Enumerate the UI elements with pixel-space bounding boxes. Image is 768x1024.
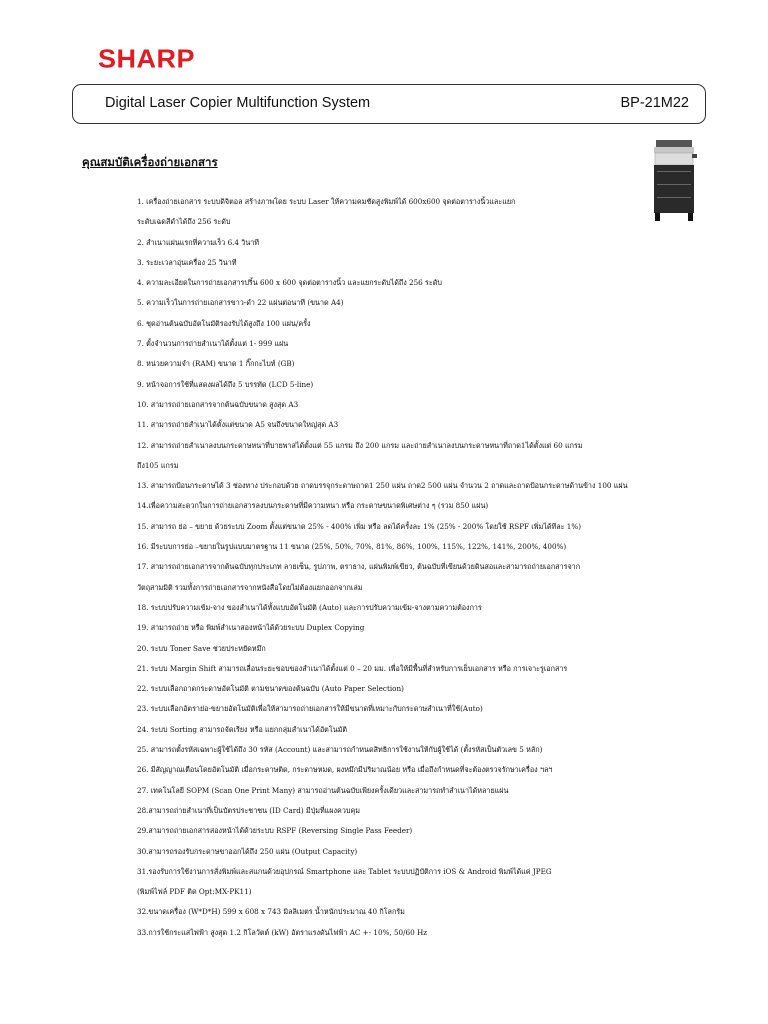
spec-list <box>137 192 737 943</box>
spec-item: 31.รองรับการใช้งานการสั่งพิมพ์และสแกนด้วยอุปกรณ์ Smartphone และ Tablet ระบบปฏิบัติการ iOS & Android พิมพ์ได้แค่ JPEG <box>137 866 552 876</box>
spec-item: 9. หน้าจอการใช้ที่แสดงผลได้ถึง 5 บรรทัด (LCD 5-line) <box>137 379 314 389</box>
spec-item: 12. สามารถถ่ายสำเนาลงบนกระดาษหนาที่บายพาสได้ตั้งแต่ 55 แกรม ถึง 200 แกรม และถ่ายสำเนาลงบนกระดาษหนาที่ถาด1ได้ตั้งแต่ 60 แกรม <box>137 440 583 450</box>
spec-item: ระดับเฉดสีดำได้ถึง 256 ระดับ <box>137 217 231 227</box>
spec-item: 26. มีสัญญาณเตือนโดยอัตโนมัติ เมื่อกระดาษติด, กระดาษหมด, ผงหมึกมีปริมาณน้อย หรือ เมื่อถึงกำหนดที่จะต้องตรวจรักษาเครื่อง ฯลฯ <box>137 765 553 775</box>
spec-item: 30.สามารถรองรับกระดาษขาออกได้ถึง 250 แผ่น (Output Capacity) <box>137 846 358 856</box>
spec-item: 11. สามารถถ่ายสำเนาได้ตั้งแต่ขนาด A5 จนถึงขนาดใหญ่สุด A3 <box>137 420 339 430</box>
spec-item: ถึง105 แกรม <box>137 460 179 470</box>
spec-item: 15. สามารถ ย่อ – ขยาย ด้วยระบบ Zoom ตั้งแต่ขนาด 25% - 400% เพิ่ม หรือ ลดได้ครั้งละ 1% (25% - 200% โดยใช้ RSPF เพิ่มได้ทีละ 1%) <box>137 521 582 531</box>
spec-item: 14.เพื่อความสะดวกในการถ่ายเอกสารลงบนกระดาษที่มีความหนา หรือ กระดาษขนาดพิเศษต่าง ๆ (รวม 850 แผ่น) <box>137 501 489 511</box>
sharp-logo: SHARP <box>98 44 196 74</box>
spec-item: 4. ความละเอียดในการถ่ายเอกสารปริ้น 600 x 600 จุดต่อตารางนิ้ว และแยกระดับได้ถึง 256 ระดับ <box>137 278 442 288</box>
spec-item: 24. ระบบ Sorting สามารถจัดเรียง หรือ แยกกลุ่มสำเนาได้อัตโนมัติ <box>137 724 348 734</box>
model-number: BP-21M22 <box>620 95 689 111</box>
spec-item: 1. เครื่องถ่ายเอกสาร ระบบดิจิตอล สร้างภาพโดย ระบบ Laser ให้ความคมชัดสูงพิมพ์ได้ 600x600 จุดต่อตารางนิ้วและแยก <box>137 197 516 206</box>
spec-item: 21. ระบบ Margin Shift สามารถเลื่อนระยะขอบของสำเนาได้ตั้งแต่ 0 – 20 มม. เพื่อให้มีพื้นที่สำหรับการเย็บเอกสาร หรือ การเจาะรูเอกสาร <box>137 663 568 673</box>
spec-item: 2. สำเนาแผ่นแรกที่ความเร็ว 6.4 วินาที <box>137 237 260 247</box>
title-box <box>72 84 706 124</box>
spec-item: 28.สามารถถ่ายสำเนาที่เป็นบัตรประชาชน (ID Card) มีปุ่มที่แผงควบคุม <box>137 805 360 815</box>
spec-item: 33.การใช้กระแสไฟฟ้า สูงสุด 1.2 กิโลวัตต์ (kW) อัตราแรงดันไฟฟ้า AC +- 10%, 50/60 Hz <box>137 927 428 937</box>
spec-item: 16. มีระบบการย่อ –ขยายในรูปแบบมาตรฐาน 11 ขนาด (25%, 50%, 70%, 81%, 86%, 100%, 115%, 122%, 141%, 200%, 400%) <box>137 542 567 552</box>
spec-item: 27. เทคโนโลยี SOPM (Scan One Print Many) สามารถอ่านต้นฉบับเพียงครั้งเดียวและสามารถทำสำเนาได้หลายแผ่น <box>137 785 509 795</box>
spec-item: 7. ตั้งจำนวนการถ่ายสำเนาได้ตั้งแต่ 1- 999 แผ่น <box>137 339 289 349</box>
section-heading: คุณสมบัติเครื่องถ่ายเอกสาร <box>82 155 218 169</box>
spec-item: 23. ระบบเลือกอัตราย่อ-ขยายอัตโนมัติเพื่อให้สามารถถ่ายเอกสารให้มีขนาดที่เหมาะกับกระดาษสำเนาที่ใช้(Auto) <box>137 704 483 714</box>
spec-item: 25. สามารถตั้งรหัสเฉพาะผู้ใช้ได้ถึง 30 รหัส (Account) และสามารถกำหนดสิทธิการใช้งานให้กับผู้ใช้ได้ (ตั้งรหัสเป็นตัวเลข 5 หลัก) <box>137 745 543 755</box>
spec-item: 29.สามารถถ่ายเอกสารสองหน้าได้ด้วยระบบ RSPF (Reversing Single Pass Feeder) <box>137 826 413 836</box>
spec-item: 17. สามารถถ่ายเอกสารจากต้นฉบับทุกประเภท ลายเซ็น, รูปภาพ, ตราธาง, แผ่นพิมพ์เขียว, ต้นฉบับที่เขียนด้วยดินสอและสามารถถ่ายเอกสารจาก <box>137 562 581 572</box>
spec-item: 18. ระบบปรับความเข้ม-จาง ของสำเนาได้ทั้งแบบอัตโนมัติ (Auto) และการปรับความเข้ม-จางตามความต้องการ <box>137 602 482 612</box>
spec-item: 6. ชุดอ่านต้นฉบับอัตโนมัติรองรับได้สูงถึง 100 แผ่น/ครั้ง <box>137 318 311 328</box>
product-line-title: Digital Laser Copier Multifunction System <box>105 95 371 111</box>
spec-item: วัตถุสามมิติ รวมทั้งการถ่ายเอกสารจากหนังสือโดยไม่ต้องแยกออกจากเล่ม <box>137 582 363 592</box>
spec-item: 19. สามารถถ่าย หรือ พิมพ์สำเนาสองหน้าได้ด้วยระบบ Duplex Copying <box>137 623 365 633</box>
spec-item: 20. ระบบ Toner Save ช่วยประหยัดหมึก <box>137 643 266 653</box>
spec-item: 3. ระยะเวลาอุ่นเครื่อง 25 วินาที <box>137 257 237 267</box>
spec-item: 13. สามารถป้อนกระดาษได้ 3 ช่องทาง ประกอบด้วย ถาดบรรจุกระดาษถาด1 250 แผ่น ถาด2 500 แผ่น จำนวน 2 ถาดและถาดป้อนกระดาษด้านข้าง 100 แผ่น <box>137 481 628 491</box>
spec-item: (พิมพ์ไฟล์ PDF ติด Opt:MX-PK11) <box>137 887 252 897</box>
spec-item: 10. สามารถถ่ายเอกสารจากต้นฉบับขนาด สูงสุด A3 <box>137 399 299 409</box>
spec-item: 32.ขนาดเครื่อง (W*D*H) 599 x 608 x 743 มิลลิเมตร น้ำหนักประมาณ 40 กิโลกรัม <box>137 907 405 917</box>
spec-item: 5. ความเร็วในการถ่ายเอกสารขาว-ดำ 22 แผ่นต่อนาที (ขนาด A4) <box>137 298 344 308</box>
spec-item: 22. ระบบเลือกถาดกระดาษอัตโนมัติ ตามขนาดของต้นฉบับ (Auto Paper Selection) <box>137 684 404 694</box>
spec-item: 8. หน่วยความจำ (RAM) ขนาด 1 กิ๊กกะไบท์ (GB) <box>137 359 295 369</box>
